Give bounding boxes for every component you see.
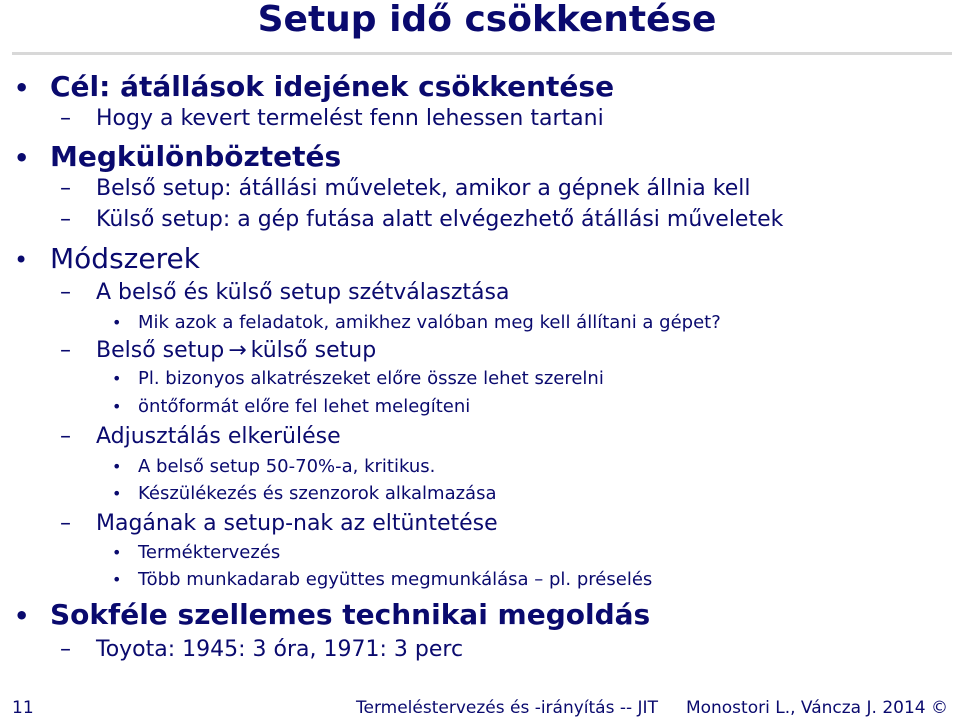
bullet-marker: • bbox=[112, 570, 122, 589]
bullet-subsubitem: • Készülékezés és szenzorok alkalmazása bbox=[112, 483, 497, 504]
bullet-subsubitem: • Pl. bizonyos alkatrészeket előre össze lehet szerelni bbox=[112, 368, 604, 389]
dash-marker: – bbox=[60, 338, 71, 363]
bullet-subsubitem: • öntőformát előre fel lehet melegíteni bbox=[112, 396, 471, 417]
dash-marker: – bbox=[60, 511, 71, 536]
dash-marker: – bbox=[60, 280, 71, 305]
bullet-item: • Cél: átállások idejének csökkentése bbox=[14, 70, 615, 103]
dash-marker: – bbox=[60, 176, 71, 201]
page-number: 11 bbox=[12, 698, 34, 718]
footer-course: Termeléstervezés és -irányítás -- JIT bbox=[356, 698, 658, 718]
bullet-marker: • bbox=[112, 543, 122, 562]
bullet-item: • Sokféle szellemes technikai megoldás bbox=[14, 598, 651, 631]
bullet-marker: • bbox=[14, 602, 30, 630]
slide-footer bbox=[0, 694, 960, 722]
dash-marker: – bbox=[60, 424, 71, 449]
title-divider bbox=[12, 52, 952, 55]
bullet-subitem: – A belső és külső setup szétválasztása bbox=[60, 280, 510, 305]
bullet-marker: • bbox=[112, 369, 122, 388]
bullet-marker: • bbox=[112, 313, 122, 332]
bullet-marker: • bbox=[14, 144, 30, 172]
bullet-subitem: – Belső setup: átállási műveletek, amikor a gépnek állnia kell bbox=[60, 176, 751, 201]
dash-marker: – bbox=[60, 637, 71, 662]
bullet-marker: • bbox=[112, 457, 122, 476]
bullet-item: • Megkülönböztetés bbox=[14, 140, 342, 173]
bullet-subsubitem: • Több munkadarab együttes megmunkálása – pl. préselés bbox=[112, 569, 653, 590]
bullet-marker: • bbox=[112, 484, 122, 503]
bullet-marker: • bbox=[14, 74, 30, 102]
dash-marker: – bbox=[60, 106, 71, 131]
dash-marker: – bbox=[60, 207, 71, 232]
bullet-subsubitem: • Mik azok a feladatok, amikhez valóban meg kell állítani a gépet? bbox=[112, 312, 721, 333]
bullet-marker: • bbox=[14, 246, 29, 274]
bullet-subitem: – Magának a setup-nak az eltüntetése bbox=[60, 511, 498, 536]
bullet-subitem: – Belső setup → külső setup bbox=[60, 338, 377, 363]
bullet-subitem: – Adjusztálás elkerülése bbox=[60, 424, 341, 449]
footer-authors: Monostori L., Váncza J. 2014 © bbox=[685, 698, 948, 718]
arrow-right-icon: → bbox=[228, 338, 247, 363]
bullet-marker: • bbox=[112, 397, 122, 416]
bullet-subsubitem: • A belső setup 50-70%-a, kritikus. bbox=[112, 456, 436, 477]
bullet-subitem: – Külső setup: a gép futása alatt elvégezhető átállási műveletek bbox=[60, 207, 784, 232]
bullet-item: • Módszerek bbox=[14, 242, 200, 275]
bullet-subsubitem: • Terméktervezés bbox=[112, 542, 281, 563]
bullet-subitem: – Hogy a kevert termelést fenn lehessen tartani bbox=[60, 106, 604, 131]
slide-title: Setup idő csökkentése bbox=[257, 0, 717, 40]
bullet-subitem: – Toyota: 1945: 3 óra, 1971: 3 perc bbox=[60, 637, 464, 662]
